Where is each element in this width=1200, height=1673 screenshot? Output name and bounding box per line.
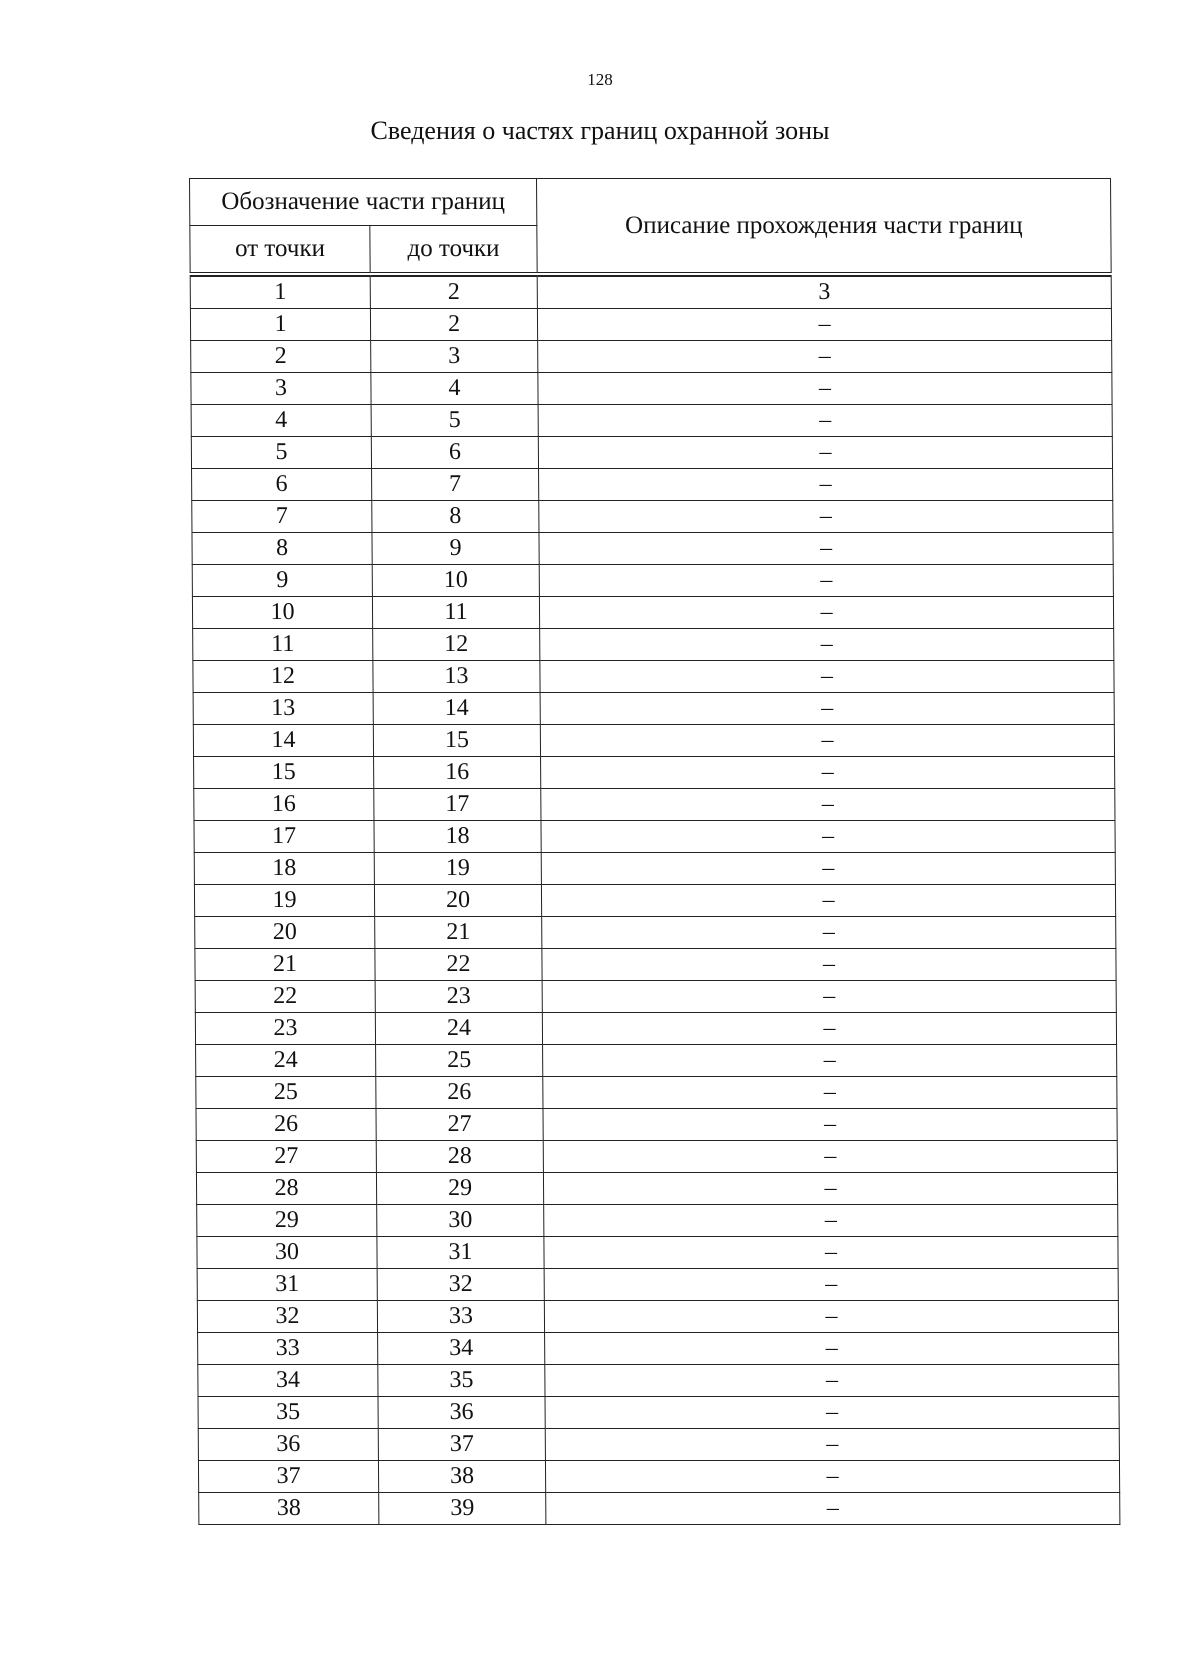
table-row	[196, 1173, 1117, 1205]
cell-description: –	[545, 1397, 1119, 1429]
cell-to-point: 10	[372, 565, 539, 597]
cell-description: –	[545, 1461, 1119, 1493]
cell-to-point: 37	[378, 1429, 545, 1461]
table-row	[196, 1045, 1117, 1077]
table-row	[192, 469, 1113, 501]
cell-to-point: 5	[371, 405, 538, 437]
column-number-2: 2	[370, 276, 537, 309]
table-row	[194, 885, 1115, 917]
cell-to-point: 6	[371, 437, 538, 469]
table-row	[194, 821, 1115, 853]
cell-description: –	[543, 1173, 1117, 1205]
column-number-1: 1	[190, 276, 370, 309]
cell-from-point: 12	[193, 661, 373, 693]
cell-to-point: 21	[375, 917, 542, 949]
table-row	[195, 981, 1116, 1013]
cell-description: –	[544, 1205, 1118, 1237]
cell-to-point: 13	[373, 661, 540, 693]
cell-from-point: 30	[197, 1237, 377, 1269]
boundary-parts-table-container	[189, 178, 1119, 1525]
cell-description: –	[546, 1493, 1120, 1525]
cell-from-point: 11	[193, 629, 373, 661]
cell-to-point: 30	[377, 1205, 544, 1237]
cell-description: –	[539, 469, 1113, 501]
table-row	[198, 1461, 1119, 1493]
cell-description: –	[545, 1365, 1119, 1397]
cell-description: –	[538, 437, 1112, 469]
table-row	[197, 1237, 1118, 1269]
cell-to-point: 20	[374, 885, 541, 917]
cell-from-point: 13	[193, 693, 373, 725]
cell-from-point: 14	[193, 725, 373, 757]
cell-description: –	[541, 757, 1115, 789]
table-row	[196, 1077, 1117, 1109]
table-row	[193, 693, 1114, 725]
cell-to-point: 19	[374, 853, 541, 885]
cell-from-point: 37	[198, 1461, 378, 1493]
cell-from-point: 8	[192, 533, 372, 565]
cell-to-point: 17	[374, 789, 541, 821]
cell-from-point: 1	[190, 309, 370, 341]
cell-to-point: 29	[376, 1173, 543, 1205]
table-row	[196, 1109, 1117, 1141]
cell-description: –	[540, 725, 1114, 757]
cell-description: –	[541, 885, 1115, 917]
cell-to-point: 28	[376, 1141, 543, 1173]
cell-description: –	[540, 693, 1114, 725]
table-row	[198, 1365, 1119, 1397]
cell-to-point: 9	[372, 533, 539, 565]
cell-to-point: 39	[379, 1493, 546, 1525]
cell-to-point: 4	[371, 373, 538, 405]
table-row	[198, 1333, 1119, 1365]
cell-to-point: 24	[375, 1013, 542, 1045]
cell-to-point: 11	[372, 597, 539, 629]
cell-to-point: 3	[371, 341, 538, 373]
table-row	[191, 373, 1112, 405]
table-row	[192, 597, 1113, 629]
cell-from-point: 33	[198, 1333, 378, 1365]
cell-description: –	[545, 1333, 1119, 1365]
cell-from-point: 10	[192, 597, 372, 629]
cell-from-point: 29	[197, 1205, 377, 1237]
cell-from-point: 20	[195, 917, 375, 949]
cell-to-point: 22	[375, 949, 542, 981]
cell-from-point: 21	[195, 949, 375, 981]
cell-from-point: 34	[198, 1365, 378, 1397]
cell-from-point: 22	[195, 981, 375, 1013]
cell-from-point: 4	[191, 405, 371, 437]
cell-from-point: 35	[198, 1397, 378, 1429]
cell-from-point: 3	[191, 373, 371, 405]
table-header	[190, 179, 1112, 273]
cell-to-point: 33	[377, 1301, 544, 1333]
page-number: 128	[587, 70, 613, 89]
document-title: Сведения о частях границ охранной зоны	[370, 116, 830, 145]
table-row	[193, 629, 1114, 661]
table-row	[198, 1397, 1119, 1429]
cell-to-point: 32	[377, 1269, 544, 1301]
cell-description: –	[541, 821, 1115, 853]
cell-to-point: 25	[376, 1045, 543, 1077]
cell-from-point: 15	[194, 757, 374, 789]
cell-from-point: 31	[197, 1269, 377, 1301]
cell-from-point: 16	[194, 789, 374, 821]
cell-description: –	[538, 341, 1112, 373]
cell-from-point: 26	[196, 1109, 376, 1141]
header-from-point: от точки	[190, 226, 370, 273]
cell-description: –	[540, 629, 1114, 661]
table-row	[191, 341, 1112, 373]
cell-from-point: 17	[194, 821, 374, 853]
cell-from-point: 36	[198, 1429, 378, 1461]
column-number-3: 3	[537, 276, 1111, 309]
table-row	[194, 757, 1115, 789]
cell-to-point: 16	[374, 757, 541, 789]
cell-description: –	[544, 1301, 1118, 1333]
cell-description: –	[543, 1045, 1117, 1077]
table-row	[196, 1141, 1117, 1173]
cell-description: –	[541, 789, 1115, 821]
table-row	[195, 917, 1116, 949]
table-row	[191, 437, 1112, 469]
cell-description: –	[541, 853, 1115, 885]
cell-from-point: 25	[196, 1077, 376, 1109]
cell-description: –	[542, 917, 1116, 949]
column-number-row	[190, 276, 1111, 309]
cell-description: –	[539, 565, 1113, 597]
cell-from-point: 19	[194, 885, 374, 917]
cell-description: –	[543, 1141, 1117, 1173]
cell-to-point: 27	[376, 1109, 543, 1141]
cell-description: –	[542, 1013, 1116, 1045]
table-row	[195, 1013, 1116, 1045]
table-row	[197, 1269, 1118, 1301]
cell-description: –	[543, 1109, 1117, 1141]
cell-to-point: 18	[374, 821, 541, 853]
header-description: Описание прохождения части границ	[537, 179, 1112, 273]
table-row	[192, 533, 1113, 565]
cell-description: –	[540, 661, 1114, 693]
cell-to-point: 12	[373, 629, 540, 661]
cell-to-point: 15	[373, 725, 540, 757]
cell-description: –	[537, 309, 1111, 341]
cell-from-point: 5	[191, 437, 371, 469]
cell-description: –	[538, 405, 1112, 437]
table-row	[194, 853, 1115, 885]
table-row	[193, 725, 1114, 757]
cell-description: –	[542, 981, 1116, 1013]
cell-from-point: 28	[196, 1173, 376, 1205]
table-row	[195, 949, 1116, 981]
cell-description: –	[544, 1237, 1118, 1269]
cell-to-point: 7	[372, 469, 539, 501]
cell-from-point: 24	[196, 1045, 376, 1077]
cell-from-point: 32	[197, 1301, 377, 1333]
table-row	[198, 1429, 1119, 1461]
cell-to-point: 26	[376, 1077, 543, 1109]
cell-to-point: 34	[378, 1333, 545, 1365]
table-row	[194, 789, 1115, 821]
table-row	[197, 1205, 1118, 1237]
cell-description: –	[539, 533, 1113, 565]
header-to-point: до точки	[370, 226, 537, 273]
cell-to-point: 35	[378, 1365, 545, 1397]
cell-from-point: 23	[195, 1013, 375, 1045]
cell-from-point: 6	[192, 469, 372, 501]
cell-to-point: 31	[377, 1237, 544, 1269]
header-row-1	[190, 179, 1111, 226]
table-row	[190, 309, 1111, 341]
cell-description: –	[542, 949, 1116, 981]
cell-description: –	[544, 1269, 1118, 1301]
boundary-parts-table	[189, 178, 1120, 1525]
cell-to-point: 2	[370, 309, 537, 341]
cell-description: –	[539, 501, 1113, 533]
cell-to-point: 14	[373, 693, 540, 725]
cell-description: –	[545, 1429, 1119, 1461]
cell-to-point: 8	[372, 501, 539, 533]
cell-to-point: 36	[378, 1397, 545, 1429]
cell-from-point: 27	[196, 1141, 376, 1173]
cell-to-point: 23	[375, 981, 542, 1013]
cell-from-point: 7	[192, 501, 372, 533]
cell-description: –	[538, 373, 1112, 405]
table-row	[197, 1301, 1118, 1333]
table-row	[192, 501, 1113, 533]
cell-from-point: 18	[194, 853, 374, 885]
table-body	[190, 276, 1120, 1525]
cell-from-point: 9	[192, 565, 372, 597]
cell-description: –	[543, 1077, 1117, 1109]
header-boundary-designation: Обозначение части границ	[190, 179, 537, 226]
cell-from-point: 2	[191, 341, 371, 373]
table-row	[192, 565, 1113, 597]
table-row	[193, 661, 1114, 693]
table-row	[199, 1493, 1120, 1525]
table-row	[191, 405, 1112, 437]
cell-to-point: 38	[378, 1461, 545, 1493]
cell-from-point: 38	[199, 1493, 379, 1525]
cell-description: –	[539, 597, 1113, 629]
